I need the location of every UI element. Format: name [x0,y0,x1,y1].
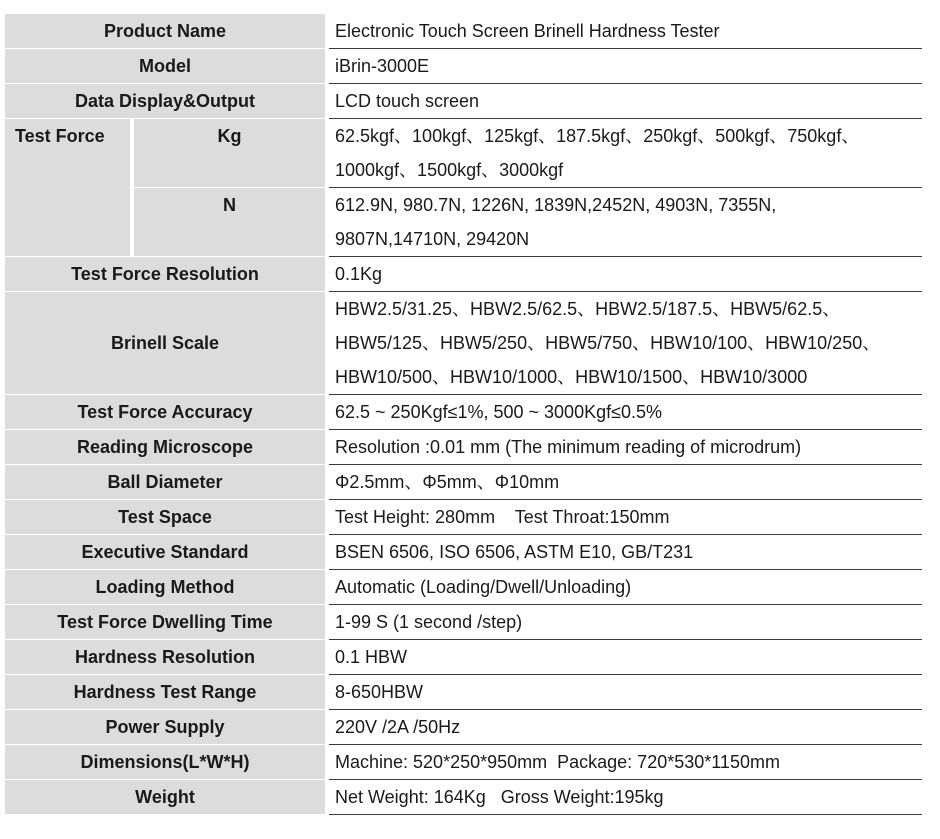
row-value: 8-650HBW [327,675,922,710]
row-value: BSEN 6506, ISO 6506, ASTM E10, GB/T231 [327,535,922,570]
row-label: Hardness Test Range [5,675,327,710]
row-value: Φ2.5mm、Φ5mm、Φ10mm [327,465,922,500]
brinell-line: HBW2.5/31.25、HBW2.5/62.5、HBW2.5/187.5、HBW5/62.5、 [335,299,841,319]
table-row [5,605,922,640]
row-label: Test Space [5,500,327,535]
row-label: Test Force Dwelling Time [5,605,327,640]
brinell-line: HBW10/500、HBW10/1000、HBW10/1500、HBW10/3000 [335,367,808,387]
row-label: Test Force Accuracy [5,395,327,430]
n-line: 9807N,14710N, 29420N [335,229,530,249]
kg-values [327,119,922,188]
table-row [5,640,922,675]
row-label: Hardness Resolution [5,640,327,675]
row-value: 0.1Kg [327,257,922,292]
row-value: Resolution :0.01 mm (The minimum reading of microdrum) [327,430,922,465]
n-line: 612.9N, 980.7N, 1226N, 1839N,2452N, 4903N, 7355N, [335,195,777,215]
row-label: Data Display&Output [5,84,327,119]
table-row [5,84,922,119]
table-row [5,745,922,780]
table-row [5,292,922,395]
row-label: Brinell Scale [5,292,327,395]
row-value: Net Weight: 164Kg Gross Weight:195kg [327,780,922,815]
table-row [5,465,922,500]
row-value: LCD touch screen [327,84,922,119]
table-row [5,395,922,430]
table-row [5,119,922,188]
kg-line: 1000kgf、1500kgf、3000kgf [335,160,564,180]
kg-line: 62.5kgf、100kgf、125kgf、187.5kgf、250kgf、500kgf、750kgf、 [335,126,860,146]
row-value: Automatic (Loading/Dwell/Unloading) [327,570,922,605]
table-row [5,430,922,465]
row-label: Reading Microscope [5,430,327,465]
table-row [5,49,922,84]
row-label: Power Supply [5,710,327,745]
row-value: Machine: 520*250*950mm Package: 720*530*1150mm [327,745,922,780]
table-row [5,570,922,605]
table-row [5,535,922,570]
spec-table [5,14,922,815]
row-label: Dimensions(L*W*H) [5,745,327,780]
table-row [5,257,922,292]
table-row [5,188,922,257]
row-value: Test Height: 280mm Test Throat:150mm [327,500,922,535]
row-value: Electronic Touch Screen Brinell Hardness Tester [327,14,922,49]
row-label: Executive Standard [5,535,327,570]
table-row [5,500,922,535]
row-label: Loading Method [5,570,327,605]
row-label: Test Force Resolution [5,257,327,292]
brinell-values [327,292,922,395]
row-value: 62.5 ~ 250Kgf≤1%, 500 ~ 3000Kgf≤0.5% [327,395,922,430]
n-values [327,188,922,257]
test-force-label: Test Force [5,119,132,257]
row-value: 1-99 S (1 second /step) [327,605,922,640]
row-value: iBrin-3000E [327,49,922,84]
kg-sublabel: Kg [132,119,327,188]
row-label: Ball Diameter [5,465,327,500]
table-row [5,780,922,815]
row-label: Model [5,49,327,84]
table-row [5,675,922,710]
row-label: Weight [5,780,327,815]
table-row [5,14,922,49]
table-row [5,710,922,745]
row-label: Product Name [5,14,327,49]
row-value: 0.1 HBW [327,640,922,675]
n-sublabel: N [132,188,327,257]
row-value: 220V /2A /50Hz [327,710,922,745]
brinell-line: HBW5/125、HBW5/250、HBW5/750、HBW10/100、HBW10/250、 [335,333,881,353]
